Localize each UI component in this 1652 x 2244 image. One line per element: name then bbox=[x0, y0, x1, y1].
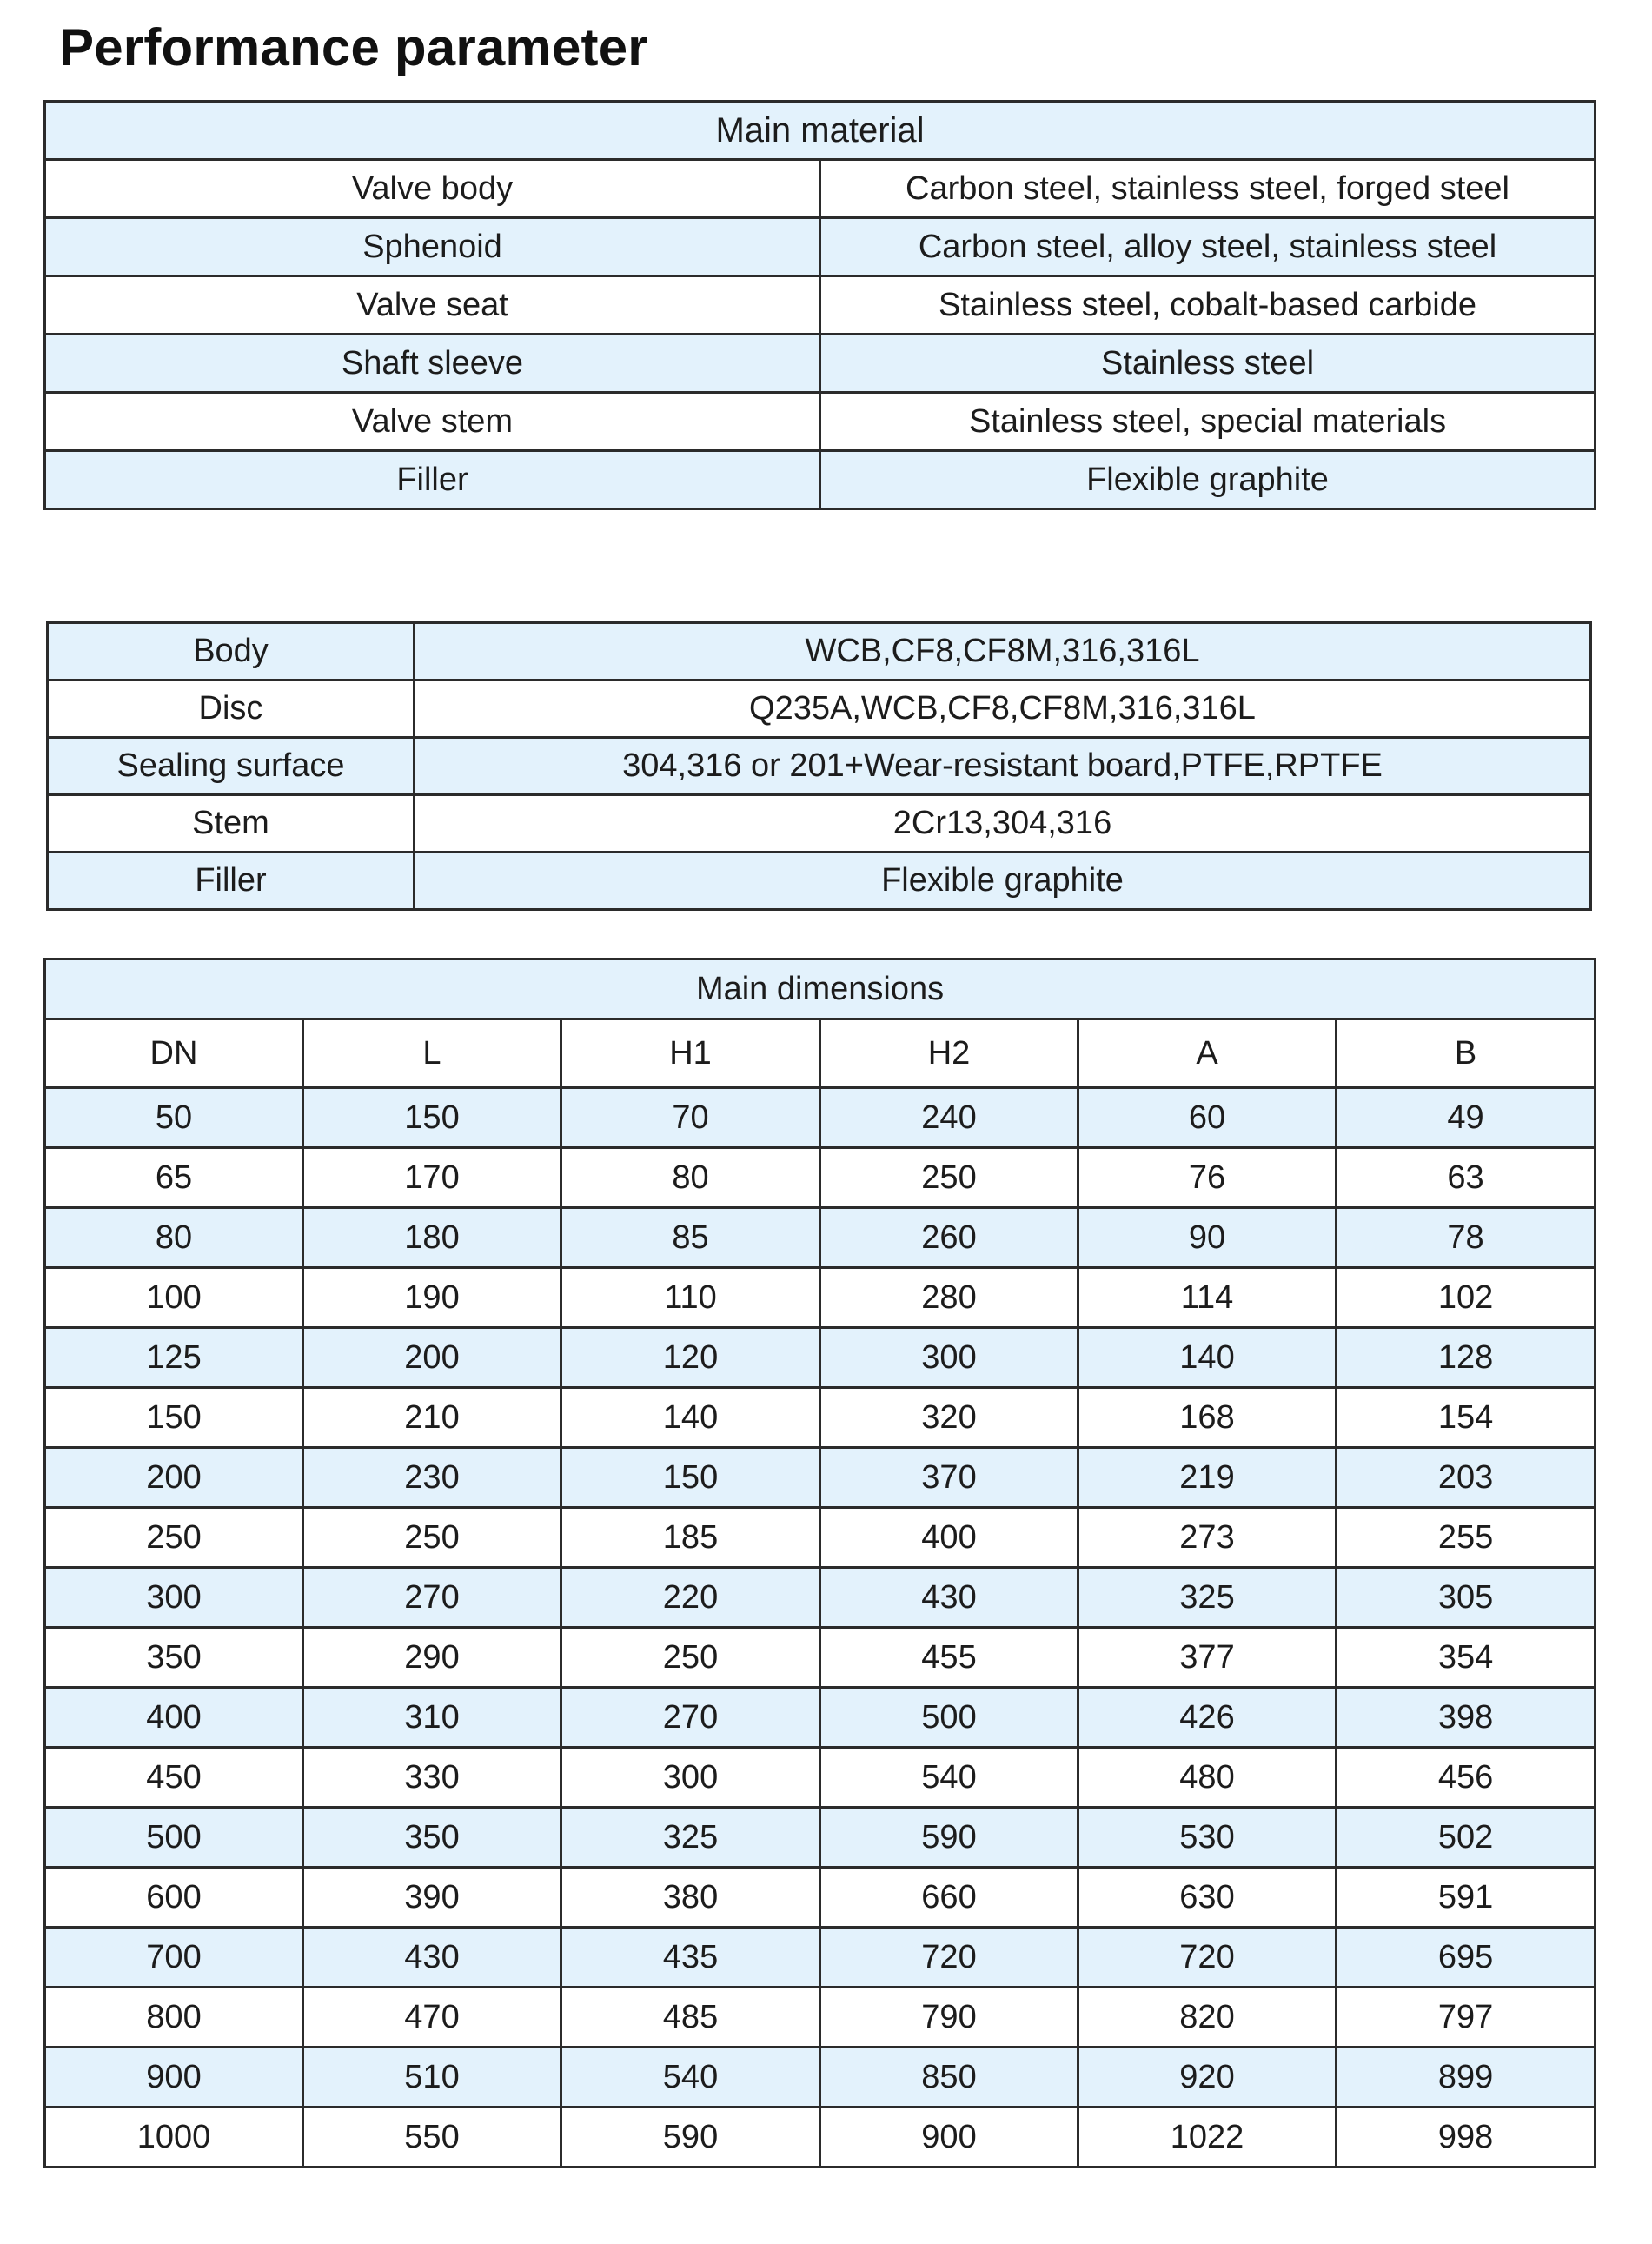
b-cell: 695 bbox=[1337, 1928, 1596, 1988]
h2-cell: 455 bbox=[820, 1628, 1078, 1688]
part-cell: Filler bbox=[45, 451, 820, 509]
a-cell: 820 bbox=[1078, 1988, 1337, 2048]
b-cell: 154 bbox=[1337, 1388, 1596, 1448]
l-cell: 170 bbox=[303, 1148, 561, 1208]
material-cell: Stainless steel, cobalt-based carbide bbox=[820, 276, 1596, 335]
h2-cell: 790 bbox=[820, 1988, 1078, 2048]
table-row bbox=[48, 853, 1591, 910]
l-cell: 510 bbox=[303, 2048, 561, 2108]
main-dimensions-table bbox=[43, 958, 1596, 2168]
a-cell: 530 bbox=[1078, 1808, 1337, 1868]
table-row bbox=[45, 1988, 1596, 2048]
material-cell: Flexible graphite bbox=[820, 451, 1596, 509]
l-cell: 350 bbox=[303, 1808, 561, 1868]
l-cell: 330 bbox=[303, 1748, 561, 1808]
table-row bbox=[45, 1448, 1596, 1508]
b-cell: 102 bbox=[1337, 1268, 1596, 1328]
material-cell: Carbon steel, stainless steel, forged steel bbox=[820, 160, 1596, 218]
h1-cell: 80 bbox=[561, 1148, 820, 1208]
column-header-row bbox=[45, 1019, 1596, 1088]
l-cell: 180 bbox=[303, 1208, 561, 1268]
material-cell: Stainless steel bbox=[820, 335, 1596, 393]
b-cell: 305 bbox=[1337, 1568, 1596, 1628]
a-cell: 76 bbox=[1078, 1148, 1337, 1208]
dn-cell: 65 bbox=[45, 1148, 303, 1208]
h1-cell: 485 bbox=[561, 1988, 820, 2048]
dn-cell: 300 bbox=[45, 1568, 303, 1628]
dn-cell: 800 bbox=[45, 1988, 303, 2048]
table-row bbox=[45, 1508, 1596, 1568]
a-cell: 140 bbox=[1078, 1328, 1337, 1388]
l-cell: 150 bbox=[303, 1088, 561, 1148]
l-cell: 290 bbox=[303, 1628, 561, 1688]
h1-cell: 85 bbox=[561, 1208, 820, 1268]
a-cell: 377 bbox=[1078, 1628, 1337, 1688]
l-cell: 430 bbox=[303, 1928, 561, 1988]
a-cell: 219 bbox=[1078, 1448, 1337, 1508]
h1-cell: 300 bbox=[561, 1748, 820, 1808]
h1-cell: 220 bbox=[561, 1568, 820, 1628]
table-row bbox=[45, 2048, 1596, 2108]
l-cell: 210 bbox=[303, 1388, 561, 1448]
table-row bbox=[45, 1388, 1596, 1448]
b-cell: 78 bbox=[1337, 1208, 1596, 1268]
a-cell: 168 bbox=[1078, 1388, 1337, 1448]
dn-cell: 350 bbox=[45, 1628, 303, 1688]
table-row bbox=[45, 335, 1596, 393]
h2-cell: 300 bbox=[820, 1328, 1078, 1388]
h1-cell: 185 bbox=[561, 1508, 820, 1568]
b-cell: 998 bbox=[1337, 2108, 1596, 2168]
table-row bbox=[45, 2108, 1596, 2168]
material-cell: Carbon steel, alloy steel, stainless steel bbox=[820, 218, 1596, 276]
table-row bbox=[45, 276, 1596, 335]
l-cell: 470 bbox=[303, 1988, 561, 2048]
dn-cell: 500 bbox=[45, 1808, 303, 1868]
table-row bbox=[48, 623, 1591, 681]
a-cell: 114 bbox=[1078, 1268, 1337, 1328]
h1-cell: 435 bbox=[561, 1928, 820, 1988]
dn-cell: 50 bbox=[45, 1088, 303, 1148]
table-row bbox=[45, 1088, 1596, 1148]
a-cell: 480 bbox=[1078, 1748, 1337, 1808]
grade-cell: 304,316 or 201+Wear-resistant board,PTFE,RPTFE bbox=[415, 738, 1591, 795]
l-cell: 550 bbox=[303, 2108, 561, 2168]
a-cell: 273 bbox=[1078, 1508, 1337, 1568]
part-cell: Disc bbox=[48, 681, 415, 738]
h2-cell: 660 bbox=[820, 1868, 1078, 1928]
b-cell: 128 bbox=[1337, 1328, 1596, 1388]
table-row bbox=[45, 1868, 1596, 1928]
grade-cell: WCB,CF8,CF8M,316,316L bbox=[415, 623, 1591, 681]
l-cell: 200 bbox=[303, 1328, 561, 1388]
dn-cell: 100 bbox=[45, 1268, 303, 1328]
h2-cell: 720 bbox=[820, 1928, 1078, 1988]
h2-cell: 370 bbox=[820, 1448, 1078, 1508]
part-cell: Valve body bbox=[45, 160, 820, 218]
table-row bbox=[45, 1748, 1596, 1808]
dn-cell: 80 bbox=[45, 1208, 303, 1268]
column-header-h2: H2 bbox=[820, 1019, 1078, 1088]
grade-cell: Q235A,WCB,CF8,CF8M,316,316L bbox=[415, 681, 1591, 738]
main-material-header: Main material bbox=[45, 102, 1596, 160]
table-row bbox=[45, 1628, 1596, 1688]
column-header-b: B bbox=[1337, 1019, 1596, 1088]
table-row bbox=[45, 218, 1596, 276]
column-header-h1: H1 bbox=[561, 1019, 820, 1088]
part-cell: Shaft sleeve bbox=[45, 335, 820, 393]
table-row bbox=[48, 795, 1591, 853]
part-cell: Filler bbox=[48, 853, 415, 910]
part-cell: Sealing surface bbox=[48, 738, 415, 795]
dn-cell: 450 bbox=[45, 1748, 303, 1808]
h2-cell: 400 bbox=[820, 1508, 1078, 1568]
dn-cell: 1000 bbox=[45, 2108, 303, 2168]
table-row bbox=[45, 1928, 1596, 1988]
part-cell: Valve seat bbox=[45, 276, 820, 335]
h1-cell: 540 bbox=[561, 2048, 820, 2108]
table-row bbox=[45, 1148, 1596, 1208]
main-dimensions-header: Main dimensions bbox=[45, 959, 1596, 1019]
h2-cell: 900 bbox=[820, 2108, 1078, 2168]
h2-cell: 540 bbox=[820, 1748, 1078, 1808]
table-row bbox=[45, 1208, 1596, 1268]
table-row bbox=[45, 1568, 1596, 1628]
h2-cell: 280 bbox=[820, 1268, 1078, 1328]
table-row bbox=[45, 393, 1596, 451]
b-cell: 354 bbox=[1337, 1628, 1596, 1688]
l-cell: 250 bbox=[303, 1508, 561, 1568]
l-cell: 270 bbox=[303, 1568, 561, 1628]
l-cell: 230 bbox=[303, 1448, 561, 1508]
h2-cell: 320 bbox=[820, 1388, 1078, 1448]
h2-cell: 250 bbox=[820, 1148, 1078, 1208]
a-cell: 920 bbox=[1078, 2048, 1337, 2108]
l-cell: 190 bbox=[303, 1268, 561, 1328]
h2-cell: 850 bbox=[820, 2048, 1078, 2108]
dn-cell: 400 bbox=[45, 1688, 303, 1748]
h2-cell: 590 bbox=[820, 1808, 1078, 1868]
a-cell: 720 bbox=[1078, 1928, 1337, 1988]
dn-cell: 125 bbox=[45, 1328, 303, 1388]
table-row bbox=[45, 1688, 1596, 1748]
l-cell: 390 bbox=[303, 1868, 561, 1928]
part-cell: Body bbox=[48, 623, 415, 681]
a-cell: 325 bbox=[1078, 1568, 1337, 1628]
part-cell: Stem bbox=[48, 795, 415, 853]
table-row bbox=[45, 1268, 1596, 1328]
dn-cell: 150 bbox=[45, 1388, 303, 1448]
part-cell: Sphenoid bbox=[45, 218, 820, 276]
h1-cell: 150 bbox=[561, 1448, 820, 1508]
a-cell: 90 bbox=[1078, 1208, 1337, 1268]
b-cell: 255 bbox=[1337, 1508, 1596, 1568]
h1-cell: 110 bbox=[561, 1268, 820, 1328]
table-header-row bbox=[45, 102, 1596, 160]
dn-cell: 900 bbox=[45, 2048, 303, 2108]
column-header-dn: DN bbox=[45, 1019, 303, 1088]
l-cell: 310 bbox=[303, 1688, 561, 1748]
b-cell: 502 bbox=[1337, 1808, 1596, 1868]
table-row bbox=[48, 681, 1591, 738]
h1-cell: 590 bbox=[561, 2108, 820, 2168]
dn-cell: 700 bbox=[45, 1928, 303, 1988]
dn-cell: 200 bbox=[45, 1448, 303, 1508]
part-cell: Valve stem bbox=[45, 393, 820, 451]
a-cell: 426 bbox=[1078, 1688, 1337, 1748]
table-row bbox=[45, 1808, 1596, 1868]
h1-cell: 250 bbox=[561, 1628, 820, 1688]
b-cell: 899 bbox=[1337, 2048, 1596, 2108]
b-cell: 63 bbox=[1337, 1148, 1596, 1208]
dn-cell: 250 bbox=[45, 1508, 303, 1568]
h1-cell: 380 bbox=[561, 1868, 820, 1928]
grade-cell: 2Cr13,304,316 bbox=[415, 795, 1591, 853]
grade-cell: Flexible graphite bbox=[415, 853, 1591, 910]
h1-cell: 70 bbox=[561, 1088, 820, 1148]
b-cell: 591 bbox=[1337, 1868, 1596, 1928]
h1-cell: 140 bbox=[561, 1388, 820, 1448]
a-cell: 630 bbox=[1078, 1868, 1337, 1928]
material-cell: Stainless steel, special materials bbox=[820, 393, 1596, 451]
b-cell: 49 bbox=[1337, 1088, 1596, 1148]
b-cell: 456 bbox=[1337, 1748, 1596, 1808]
h1-cell: 325 bbox=[561, 1808, 820, 1868]
table-row bbox=[45, 160, 1596, 218]
h2-cell: 430 bbox=[820, 1568, 1078, 1628]
h1-cell: 120 bbox=[561, 1328, 820, 1388]
table-row bbox=[48, 738, 1591, 795]
table-row bbox=[45, 1328, 1596, 1388]
column-header-l: L bbox=[303, 1019, 561, 1088]
table-row bbox=[45, 451, 1596, 509]
h2-cell: 240 bbox=[820, 1088, 1078, 1148]
a-cell: 1022 bbox=[1078, 2108, 1337, 2168]
table-header-row bbox=[45, 959, 1596, 1019]
column-header-a: A bbox=[1078, 1019, 1337, 1088]
b-cell: 797 bbox=[1337, 1988, 1596, 2048]
page-title: Performance parameter bbox=[59, 18, 648, 76]
dn-cell: 600 bbox=[45, 1868, 303, 1928]
h2-cell: 260 bbox=[820, 1208, 1078, 1268]
main-material-table bbox=[43, 100, 1596, 510]
material-grade-table bbox=[46, 621, 1592, 911]
b-cell: 203 bbox=[1337, 1448, 1596, 1508]
a-cell: 60 bbox=[1078, 1088, 1337, 1148]
h1-cell: 270 bbox=[561, 1688, 820, 1748]
b-cell: 398 bbox=[1337, 1688, 1596, 1748]
h2-cell: 500 bbox=[820, 1688, 1078, 1748]
